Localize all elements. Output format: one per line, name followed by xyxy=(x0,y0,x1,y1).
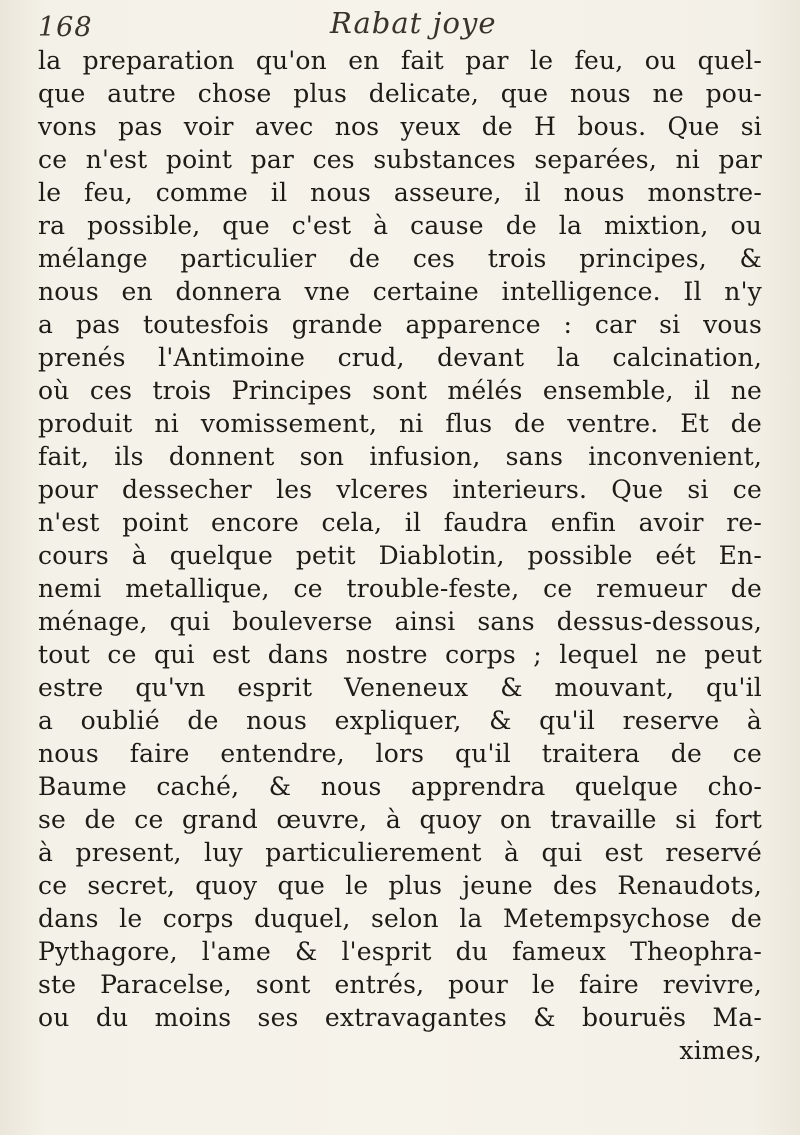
text-line: où ces trois Principes sont mélés ensemble, il ne xyxy=(38,376,762,405)
text-line: nous faire entendre, lors qu'il traitera de ce xyxy=(38,739,762,768)
text-line: pour dessecher les vlceres interieurs. Que si ce xyxy=(38,475,762,504)
text-line: ce secret, quoy que le plus jeune des Renaudots, xyxy=(38,871,762,900)
text-line-catchword: ximes, xyxy=(679,1036,762,1065)
text-line: Pythagore, l'ame & l'esprit du fameux Theophra- xyxy=(38,937,762,966)
text-line: ste Paracelse, sont entrés, pour le faire revivre, xyxy=(38,970,762,999)
text-line: cours à quelque petit Diablotin, possible eét En- xyxy=(38,541,762,570)
text-line: dans le corps duquel, selon la Metempsychose de xyxy=(38,904,762,933)
text-line: que autre chose plus delicate, que nous ne pou- xyxy=(38,79,762,108)
page-number: 168 xyxy=(38,12,93,43)
text-line: nous en donnera vne certaine intelligence. Il n'y xyxy=(38,277,762,306)
text-line: ménage, qui bouleverse ainsi sans dessus-dessous, xyxy=(38,607,762,636)
text-line: fait, ils donnent son infusion, sans inconvenient, xyxy=(38,442,762,471)
text-line: Baume caché, & nous apprendra quelque cho- xyxy=(38,772,762,801)
text-line: estre qu'vn esprit Veneneux & mouvant, qu'il xyxy=(38,673,762,702)
text-line: tout ce qui est dans nostre corps ; lequel ne peut xyxy=(38,640,762,669)
text-line: la preparation qu'on en fait par le feu, ou quel- xyxy=(38,46,762,75)
body-text xyxy=(38,44,762,1067)
text-line: mélange particulier de ces trois principes, & xyxy=(38,244,762,273)
text-line: prenés l'Antimoine crud, devant la calcination, xyxy=(38,343,762,372)
text-line: se de ce grand œuvre, à quoy on travaille si fort xyxy=(38,805,762,834)
page-header xyxy=(30,6,760,42)
text-line: ou du moins ses extravagantes & bouruës Ma- xyxy=(38,1003,762,1032)
text-line: produit ni vomissement, ni flus de ventre. Et de xyxy=(38,409,762,438)
text-line: n'est point encore cela, il faudra enfin avoir re- xyxy=(38,508,762,537)
text-line: à present, luy particulierement à qui est reservé xyxy=(38,838,762,867)
text-line: le feu, comme il nous asseure, il nous monstre- xyxy=(38,178,762,207)
text-line: a pas toutesfois grande apparence : car si vous xyxy=(38,310,762,339)
text-line: nemi metallique, ce trouble-feste, ce remueur de xyxy=(38,574,762,603)
text-line: ra possible, que c'est à cause de la mixtion, ou xyxy=(38,211,762,240)
running-head: Rabat joye xyxy=(330,6,497,40)
text-line: a oublié de nous expliquer, & qu'il reserve à xyxy=(38,706,762,735)
text-line: ce n'est point par ces substances separées, ni par xyxy=(38,145,762,174)
text-line: vons pas voir avec nos yeux de H bous. Que si xyxy=(38,112,762,141)
